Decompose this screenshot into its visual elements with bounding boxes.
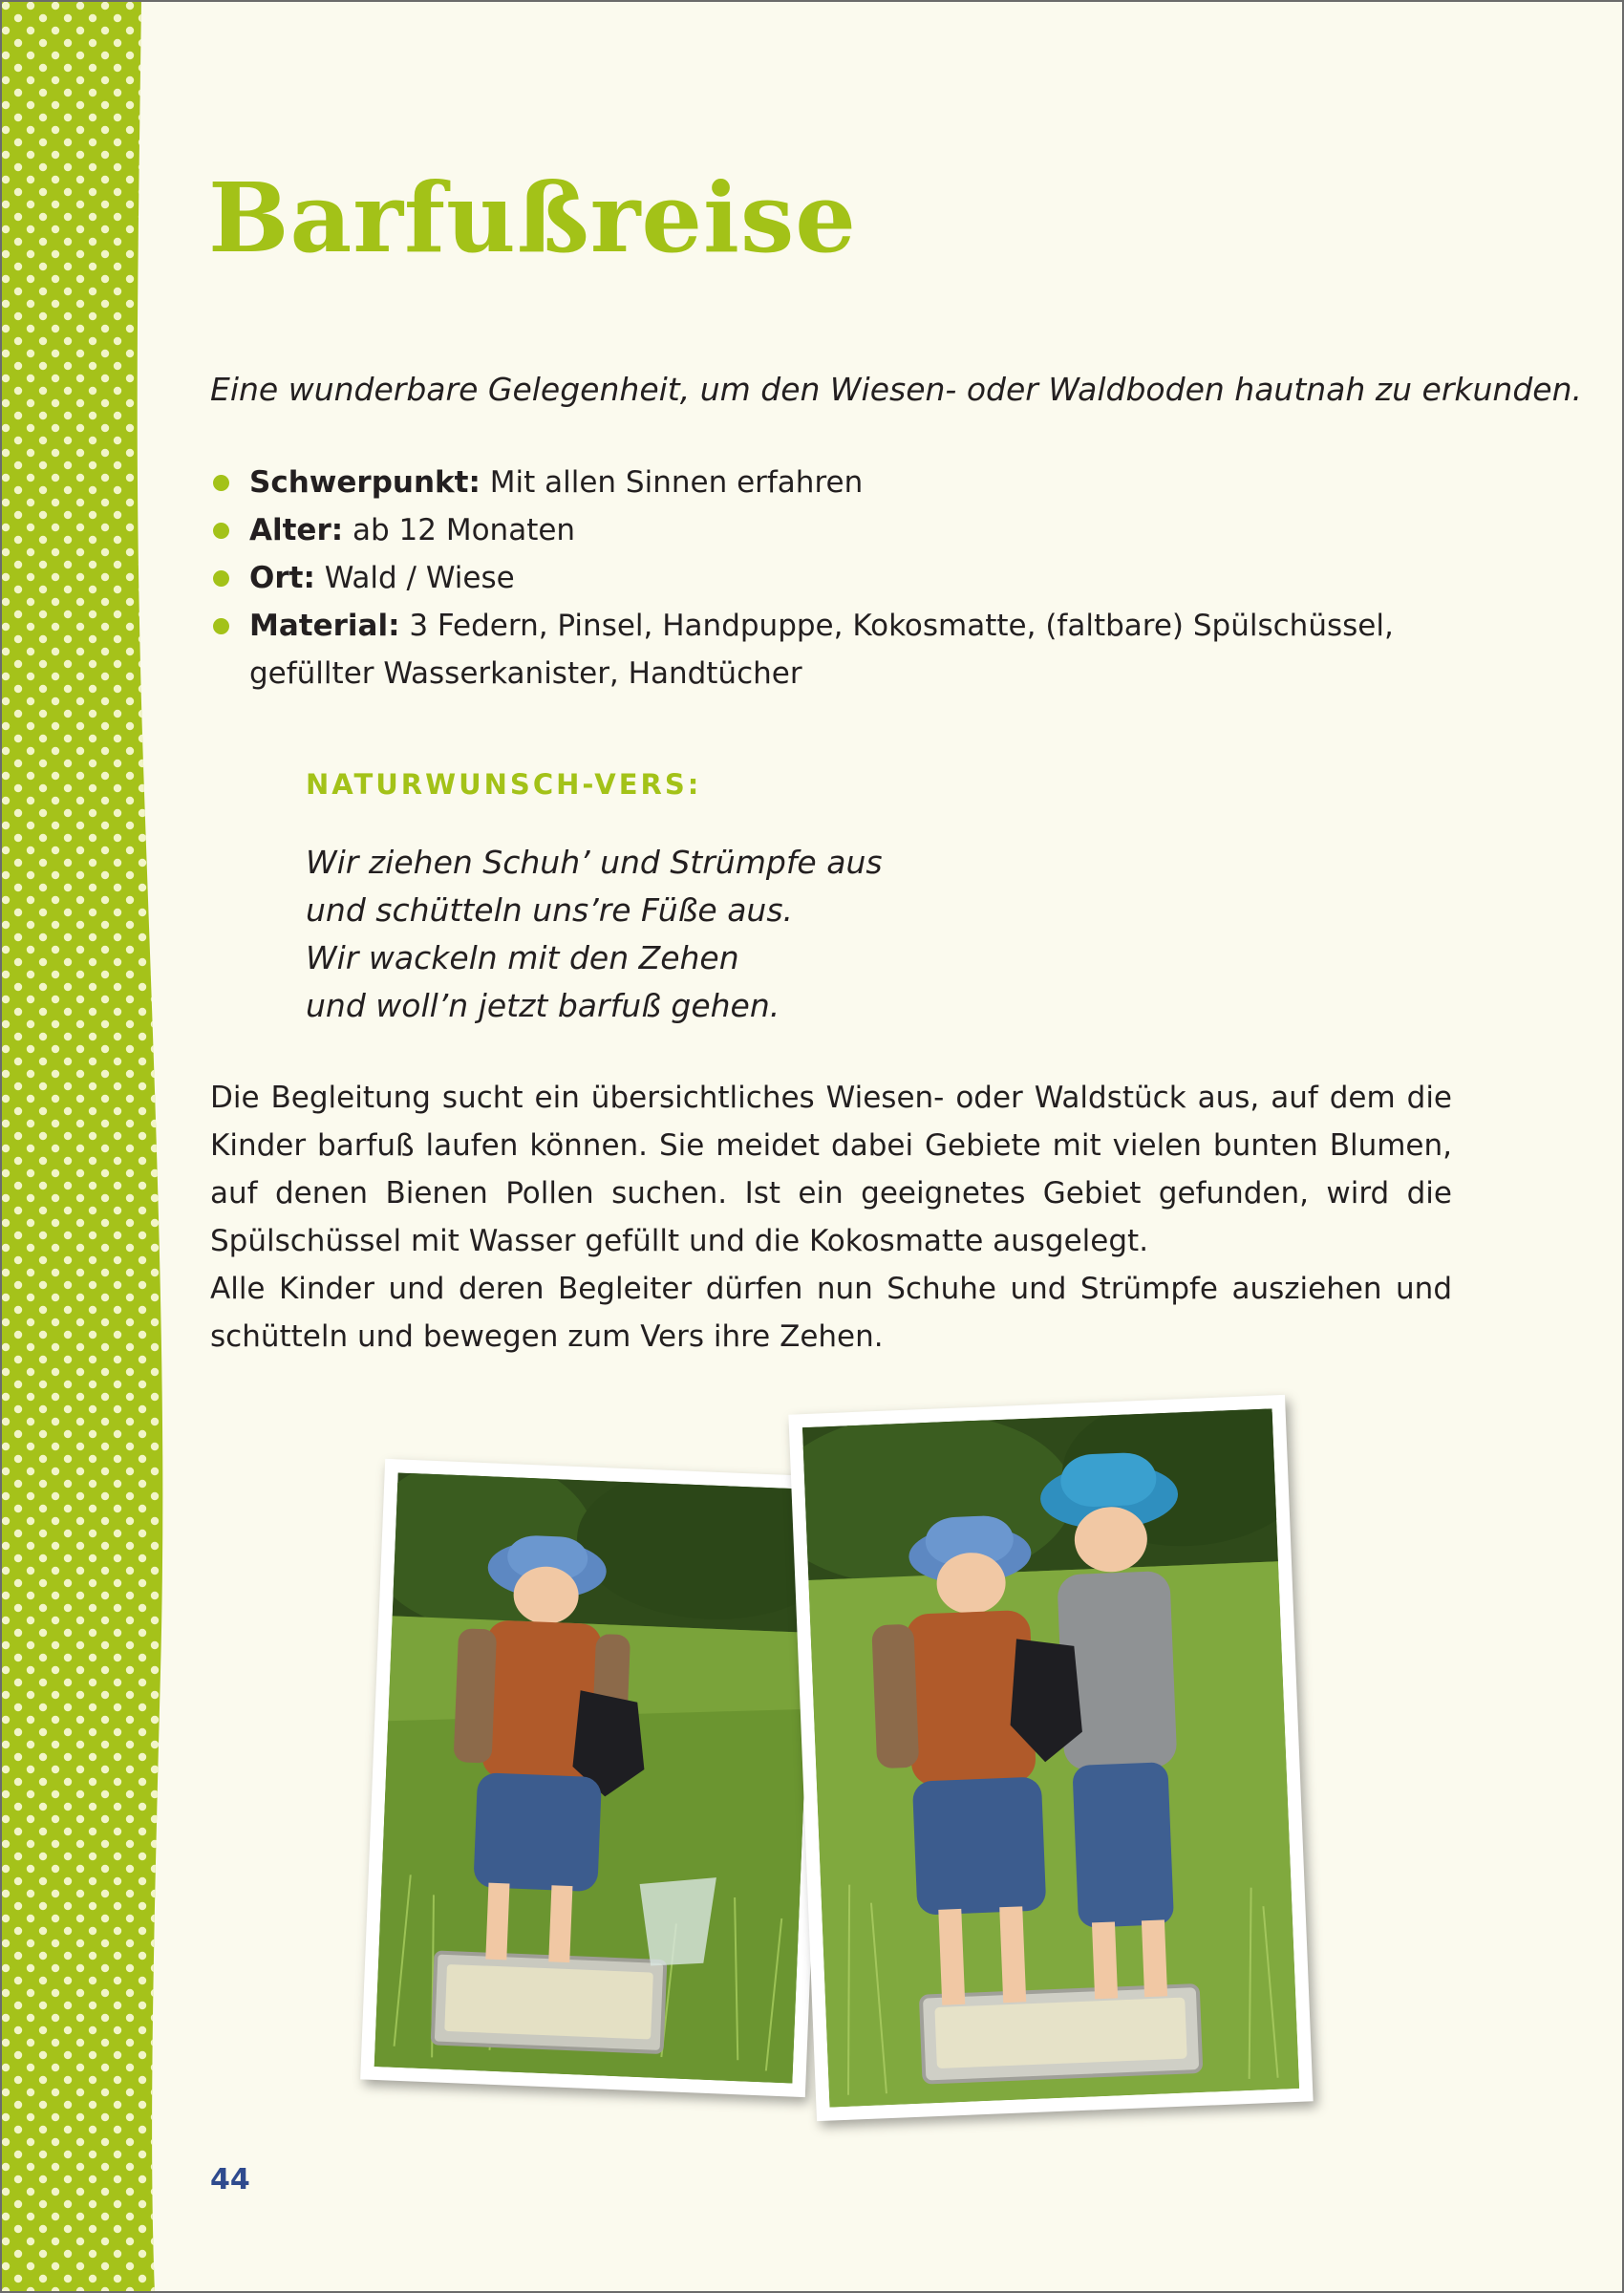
page-number: 44 (210, 2163, 250, 2197)
fact-label: Material: (249, 609, 400, 643)
fact-item-focus (210, 459, 1452, 506)
fact-label: Schwerpunkt: (249, 465, 481, 500)
body-paragraph: Die Begleitung sucht ein übersichtliches Wiesen- oder Waldstück aus, auf dem die Kinder barfuß laufen können. Sie meidet dabei Gebiete mit vielen bunten Blumen, auf denen Bienen Pollen suchen. Ist ein geeignetes Gebiet gefunden, wird die Spülschüssel mit Wasser gefüllt und die Kokosmatte ausgelegt. (210, 1081, 1452, 1258)
photo-illustration (374, 1472, 817, 2083)
photo-illustration (802, 1408, 1299, 2107)
facts-list (210, 459, 1452, 697)
fact-value: ab 12 Monaten (353, 513, 576, 547)
photo-child-in-water-tray (360, 1459, 830, 2097)
verse-heading: NATURWUNSCH-VERS: (306, 768, 702, 801)
fact-value: 3 Federn, Pinsel, Handpuppe, Kokosmatte, (faltbare) Spülschüssel, gefüllter Wasserkanister, Handtücher (249, 609, 1394, 691)
fact-item-place (210, 554, 1452, 602)
verse-line: Wir ziehen Schuh’ und Strümpfe aus (306, 844, 883, 881)
photo-two-children-in-water-tray (788, 1395, 1313, 2121)
verse-line: und woll’n jetzt barfuß gehen. (306, 987, 780, 1024)
page-title: Barfußreise (208, 161, 857, 274)
intro-text: Eine wunderbare Gelegenheit, um den Wiesen- oder Waldboden hautnah zu erkunden. (210, 371, 1582, 408)
body-text (210, 1074, 1452, 1361)
fact-label: Ort: (249, 561, 315, 595)
fact-item-age (210, 506, 1452, 554)
body-paragraph: Alle Kinder und deren Begleiter dürfen nun Schuhe und Strümpfe ausziehen und schütteln und bewegen zum Vers ihre Zehen. (210, 1272, 1452, 1354)
polka-dot-band (0, 0, 191, 2293)
verse-block (306, 839, 1165, 1030)
fact-item-material (210, 602, 1452, 697)
verse-line: und schütteln uns’re Füße aus. (306, 891, 794, 929)
fact-value: Wald / Wiese (324, 561, 515, 595)
verse-line: Wir wackeln mit den Zehen (306, 939, 739, 976)
fact-label: Alter: (249, 513, 344, 547)
fact-value: Mit allen Sinnen erfahren (489, 465, 864, 500)
